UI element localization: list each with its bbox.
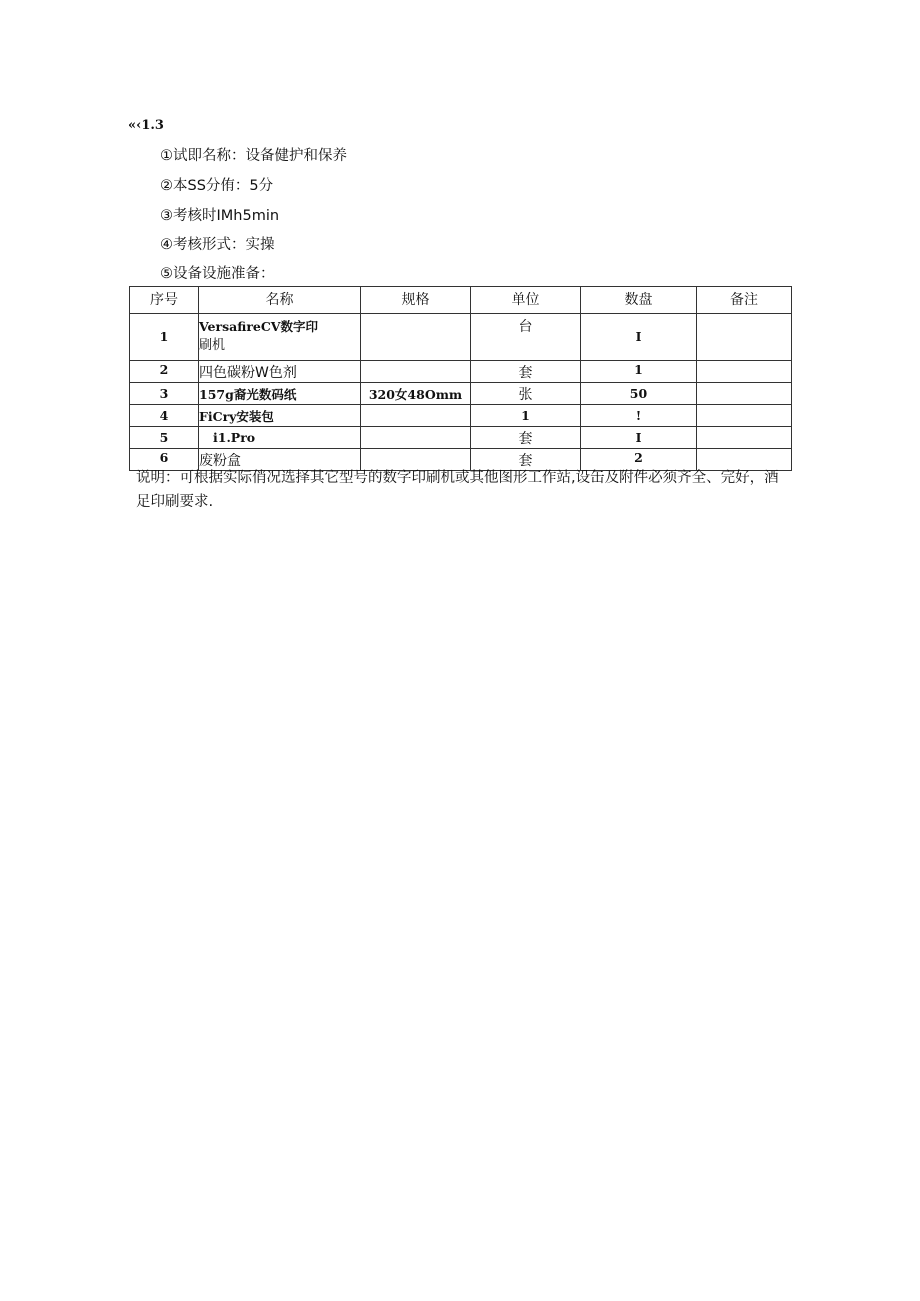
row-name — [199, 405, 361, 427]
header-quantity: 数盘 — [581, 287, 697, 314]
row-quantity: I — [581, 314, 697, 361]
row-name: 四色碳粉W色剂 — [199, 361, 361, 383]
row-name-text: i1.Pro — [213, 429, 256, 445]
row-name — [199, 383, 361, 405]
row-unit: 套 — [471, 361, 581, 383]
row-number: 4 — [130, 405, 199, 427]
row-remark — [697, 405, 792, 427]
row-quantity: ! — [581, 405, 697, 427]
row-remark — [697, 427, 792, 449]
table-note: 说明：可根据实际俏况选择其它型号的数字印刷机或其他图形工作站,设缶及附件必须齐全、完好，酒足印刷要求. — [136, 470, 779, 510]
section-heading: «‹1.3 — [128, 118, 164, 133]
table-header-row — [130, 287, 792, 314]
table-row — [130, 361, 792, 383]
row-name-line1: VersafireCV数字印 — [199, 319, 319, 334]
row-spec — [361, 361, 471, 383]
row-name-line2: 刷机 — [199, 338, 226, 353]
equipment-table — [129, 286, 792, 471]
table-row — [130, 314, 792, 361]
exam-time: ③考核时IMh5min — [160, 208, 280, 224]
row-remark — [697, 361, 792, 383]
header-remark: 备注 — [697, 287, 792, 314]
table-row — [130, 427, 792, 449]
row-spec: 320女48Omm — [361, 383, 471, 405]
header-unit: 单位 — [471, 287, 581, 314]
row-number: 3 — [130, 383, 199, 405]
table-row — [130, 405, 792, 427]
row-unit: 1 — [471, 405, 581, 427]
header-number: 序号 — [130, 287, 199, 314]
row-number: 1 — [130, 314, 199, 361]
row-name — [199, 314, 361, 361]
row-spec — [361, 405, 471, 427]
header-name: 名称 — [199, 287, 361, 314]
row-number: 2 — [130, 361, 199, 383]
row-name-text: FiCry安装包 — [199, 409, 274, 424]
exam-name: ①试即名称：设备健护和保养 — [160, 148, 347, 164]
exam-format: ④考核形式：实操 — [160, 237, 275, 253]
row-spec — [361, 314, 471, 361]
header-spec: 规格 — [361, 287, 471, 314]
row-remark — [697, 314, 792, 361]
row-quantity: 2 — [581, 449, 697, 471]
row-unit: 套 — [471, 449, 581, 471]
row-name — [199, 427, 361, 449]
row-quantity: 50 — [581, 383, 697, 405]
row-spec — [361, 427, 471, 449]
exam-score: ②本SS分侑：5分 — [160, 178, 274, 194]
row-quantity: 1 — [581, 361, 697, 383]
equipment-prep: ⑤设备设施准备： — [160, 266, 275, 282]
row-unit: 台 — [471, 314, 581, 361]
row-quantity: I — [581, 427, 697, 449]
row-number: 6 — [130, 449, 199, 471]
row-number: 5 — [130, 427, 199, 449]
row-unit: 套 — [471, 427, 581, 449]
row-name: 废粉盒 — [199, 449, 361, 471]
row-name-text: 157g裔光数码纸 — [199, 387, 297, 402]
row-remark — [697, 383, 792, 405]
table-row — [130, 383, 792, 405]
row-unit: 张 — [471, 383, 581, 405]
